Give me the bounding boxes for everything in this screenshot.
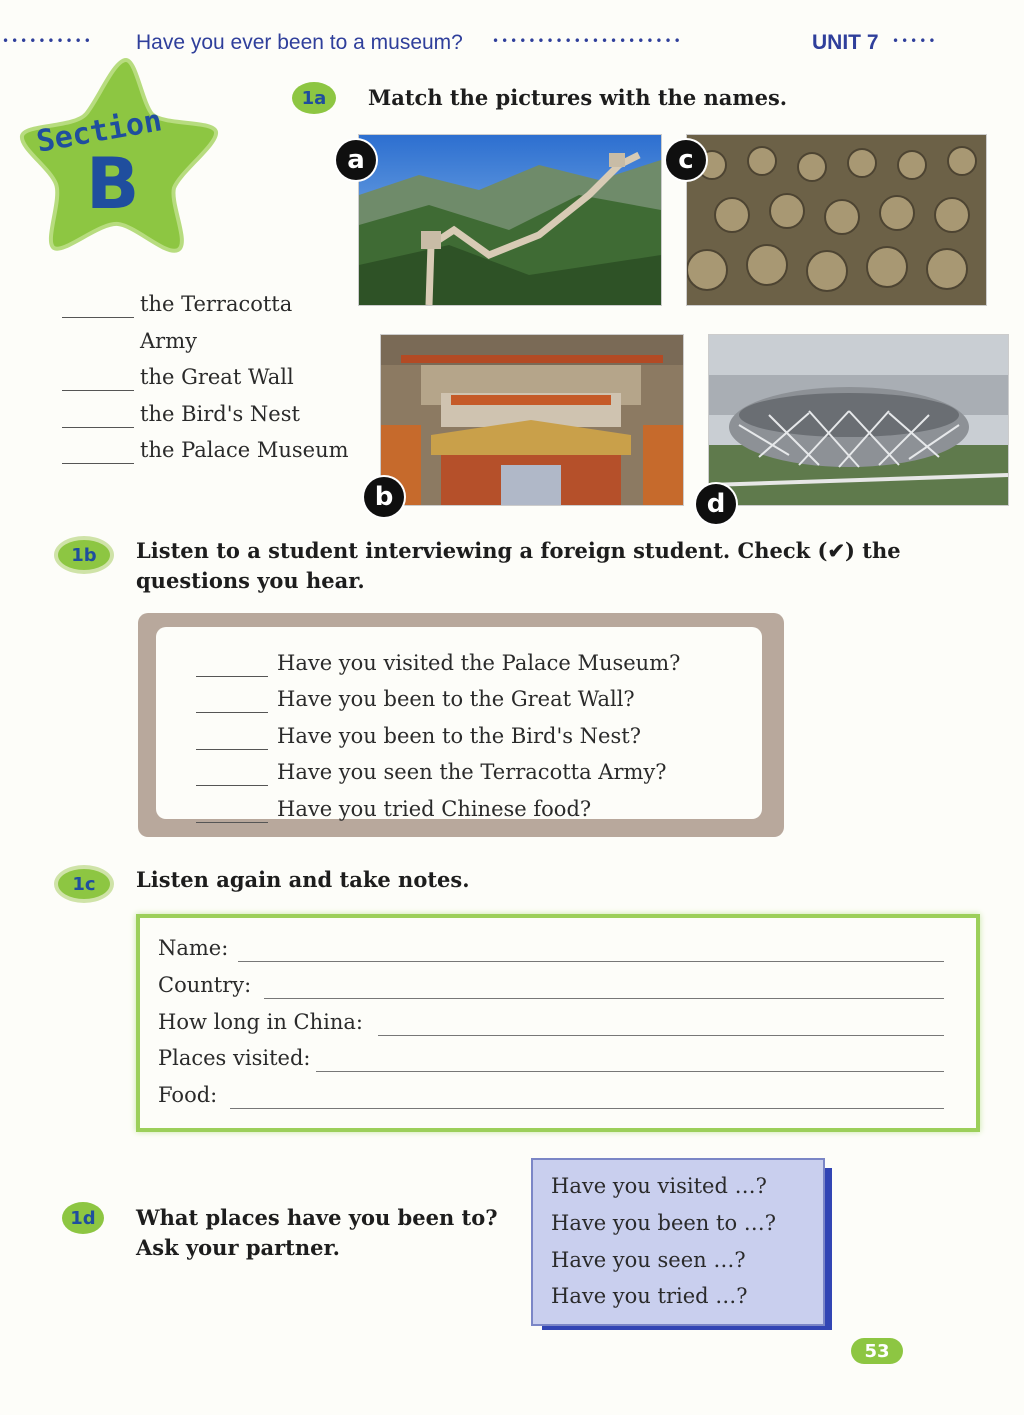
note-label-how-long: How long in China: [158,1010,363,1034]
question-1: Have you visited the Palace Museum? [277,651,681,675]
note-line-name[interactable] [238,961,944,962]
section-label: Section [33,103,165,160]
question-2: Have you been to the Great Wall? [277,687,635,711]
exercise-1b-instruction-line2: questions you hear. [136,568,365,593]
section-letter: B [86,143,140,225]
exercise-1c-audio-badge: 1c [54,865,114,903]
photo-letter-c: c [666,140,706,180]
exercise-1d-instruction-line2: Ask your partner. [136,1235,340,1260]
header-dots-right: ••••• [892,34,938,48]
page-number: 53 [851,1338,903,1364]
exercise-1d-badge: 1d [62,1202,104,1234]
answer-blank-great-wall[interactable] [62,390,134,391]
answer-blank-palace-museum[interactable] [62,463,134,464]
prompt-tried: Have you tried …? [551,1284,748,1308]
photo-letter-a: a [336,140,376,180]
note-line-how-long[interactable] [378,1035,944,1036]
question-5: Have you tried Chinese food? [277,797,592,821]
exercise-1a-badge: 1a [292,82,336,114]
exercise-1c-instruction: Listen again and take notes. [136,867,470,892]
photo-palace-museum [380,334,684,506]
note-line-food[interactable] [230,1108,944,1109]
exercise-1c-notes-box [136,914,980,1132]
name-terracotta-line2: Army [140,329,197,353]
photo-birds-nest [708,334,1009,506]
note-label-name: Name: [158,936,229,960]
exercise-1b-instruction-line1: Listen to a student interviewing a foreign student. Check (✔) the [136,538,901,563]
prompt-visited: Have you visited …? [551,1174,767,1198]
check-blank-1[interactable] [196,676,268,677]
name-great-wall: the Great Wall [140,365,294,389]
name-palace-museum: the Palace Museum [140,438,349,462]
check-blank-4[interactable] [196,785,268,786]
note-label-country: Country: [158,973,252,997]
answer-blank-birds-nest[interactable] [62,427,134,428]
unit-number: UNIT 7 [812,31,879,54]
prompt-seen: Have you seen …? [551,1248,746,1272]
header-dots-middle: ••••••••••••••••••••• [492,34,683,48]
check-blank-5[interactable] [196,822,268,823]
name-birds-nest: the Bird's Nest [140,402,300,426]
note-label-places: Places visited: [158,1046,311,1070]
exercise-1b-question-box [138,613,784,837]
note-label-food: Food: [158,1083,218,1107]
exercise-1d-instruction-line1: What places have you been to? [136,1205,498,1230]
header-dots-left: •••••••••• [2,34,93,48]
photo-great-wall [358,134,662,306]
exercise-1a-instruction: Match the pictures with the names. [368,85,788,110]
unit-title: Have you ever been to a museum? [136,31,463,54]
check-blank-3[interactable] [196,749,268,750]
photo-letter-d: d [696,484,736,524]
exercise-1d-prompt-box [531,1158,825,1326]
check-blank-2[interactable] [196,712,268,713]
question-3: Have you been to the Bird's Nest? [277,724,641,748]
question-4: Have you seen the Terracotta Army? [277,760,667,784]
note-line-places[interactable] [316,1071,944,1072]
note-line-country[interactable] [264,998,944,999]
exercise-1b-audio-badge: 1b [54,536,114,574]
photo-terracotta-army [686,134,987,306]
prompt-been-to: Have you been to …? [551,1211,777,1235]
photo-letter-b: b [364,477,404,517]
section-star-badge [14,52,224,257]
answer-blank-terracotta[interactable] [62,317,134,318]
name-terracotta-line1: the Terracotta [140,292,293,316]
